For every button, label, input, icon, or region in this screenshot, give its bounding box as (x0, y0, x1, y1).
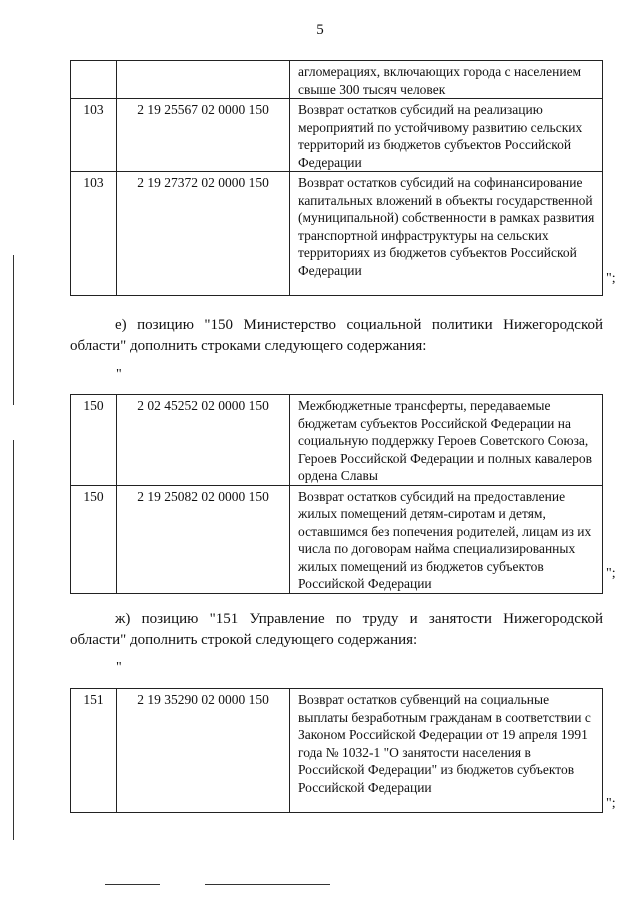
admin-code-cell: 103 (71, 99, 117, 172)
closing-quote: "; (606, 271, 616, 286)
admin-code-cell: 103 (71, 172, 117, 296)
table-row (71, 61, 603, 99)
admin-code-cell: 151 (71, 689, 117, 813)
paragraph-line: области" дополнить строкой следующего содержания: (70, 632, 418, 648)
revenue-name-cell: Возврат остатков субвенций на социальные выплаты безработным гражданам в соответствии с Законом Российской Федерации от 19 апреля 1991 года № 1032-1 "О занятости населения в Российской Федерации" из бюджетов субъектов Российской Федерации (290, 689, 603, 813)
opening-quote: " (116, 660, 122, 675)
margin-rule (13, 255, 14, 405)
table-row (71, 689, 603, 813)
revenue-code-cell: 2 19 25082 02 0000 150 (117, 485, 290, 593)
paragraph-zh (70, 609, 603, 651)
revenue-code-cell: 2 19 25567 02 0000 150 (117, 99, 290, 172)
footer-rule (105, 884, 160, 885)
admin-code-cell (71, 61, 117, 99)
revenue-name-cell: Возврат остатков субсидий на предоставление жилых помещений детям-сиротам и детям, оставшимся без попечения родителей, лицам из их числа по договорам найма специализированных жилых помещений из бюджетов субъектов Российской Федерации (290, 485, 603, 593)
revenue-code-cell: 2 02 45252 02 0000 150 (117, 395, 290, 486)
revenue-name-cell: Межбюджетные трансферты, передаваемые бюджетам субъектов Российской Федерации на социальную поддержку Героев Советского Союза, Героев Российской Федерации и полных кавалеров ордена Славы (290, 395, 603, 486)
admin-code-cell: 150 (71, 485, 117, 593)
page-number: 5 (316, 22, 324, 38)
table-row (71, 172, 603, 296)
revenue-code-cell (117, 61, 290, 99)
table-row (71, 485, 603, 593)
table-position-151 (70, 688, 603, 813)
paragraph-e (70, 315, 603, 357)
paragraph-line: е) позицию "150 Министерство социальной политики Нижегородской (115, 317, 603, 333)
paragraph-line: ж) позицию "151 Управление по труду и занятости Нижегородской (115, 611, 603, 627)
revenue-name-cell: агломерациях, включающих города с населением свыше 300 тысяч человек (290, 61, 603, 99)
revenue-name-cell: Возврат остатков субсидий на софинансирование капитальных вложений в объекты государственной (муниципальной) собственности в рамках развития транспортной инфраструктуры на сельских территориях из бюджетов субъектов Российской Федерации (290, 172, 603, 296)
closing-quote: "; (606, 796, 616, 811)
paragraph-line: области" дополнить строками следующего содержания: (70, 338, 427, 354)
revenue-code-cell: 2 19 27372 02 0000 150 (117, 172, 290, 296)
admin-code-cell: 150 (71, 395, 117, 486)
footer-rule (205, 884, 330, 885)
revenue-name-cell: Возврат остатков субсидий на реализацию мероприятий по устойчивому развитию сельских территорий из бюджетов субъектов Российской Федерации (290, 99, 603, 172)
table-row (71, 99, 603, 172)
closing-quote: "; (606, 566, 616, 581)
opening-quote: " (116, 367, 122, 382)
margin-rule (13, 440, 14, 840)
table-position-103 (70, 60, 603, 296)
table-position-150 (70, 394, 603, 594)
table-row (71, 395, 603, 486)
revenue-code-cell: 2 19 35290 02 0000 150 (117, 689, 290, 813)
